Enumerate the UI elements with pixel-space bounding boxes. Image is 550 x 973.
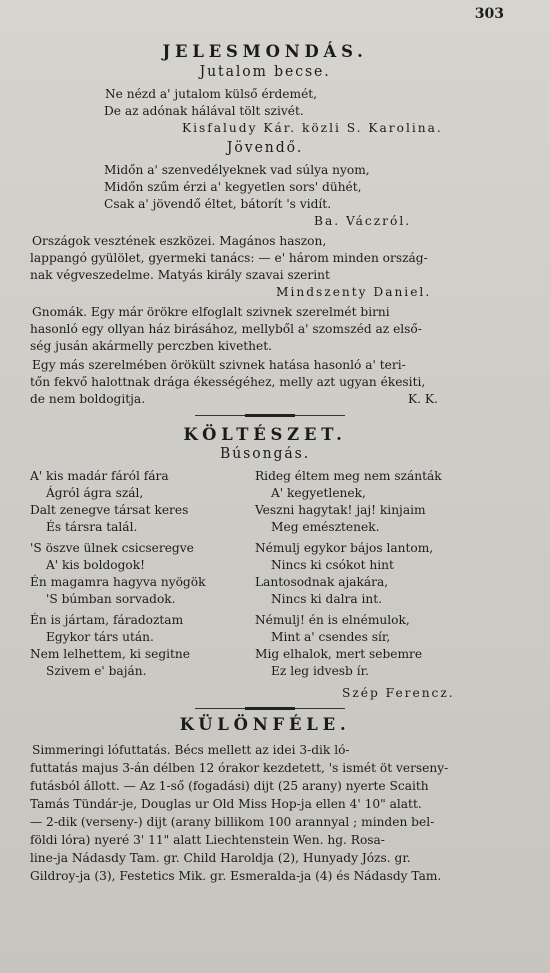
paragraph-line: lappangó gyülölet, gyermeki tanács: — e' három minden ország-	[30, 251, 428, 265]
paragraph-line: Tamás Tündár-je, Douglas ur Old Miss Hop-ja ellen 4' 10" alatt.	[30, 797, 422, 811]
poem-line: Némulj egykor bájos lantom,	[255, 541, 434, 555]
paragraph-line: Simmeringi lófuttatás. Bécs mellett az idei 3-dik ló-	[32, 743, 350, 757]
verse-line: Csak a' jövendő éltet, bátorít 's vidít.	[104, 197, 332, 211]
poem-line: Meg emésztenek.	[271, 520, 380, 534]
verse-line: Midőn a' szenvedélyeknek vad súlya nyom,	[104, 163, 370, 177]
paragraph-line: futásból állott. — Az 1-ső (fogadási) dijt (25 arany) nyerte Scaith	[30, 779, 429, 793]
paragraph-line: Országok vesztének eszközei. Magános haszon,	[32, 234, 327, 248]
poem-line: A' kis madár fáról fára	[30, 469, 169, 483]
poem-line: Nincs ki csókot hint	[271, 558, 394, 572]
verse-line: Midőn szűm érzi a' kegyetlen sors' dühét,	[104, 180, 362, 194]
verse-line: De az adónak hálával tölt szivét.	[104, 104, 304, 118]
poem-line: Veszni hagytak! jaj! kinjaim	[255, 503, 426, 517]
signature: Kisfaludy Kár. közli S. Karolina.	[182, 121, 443, 135]
paragraph-line: Gildroy-ja (3), Festetics Mik. gr. Esmeralda-ja (4) és Nádasdy Tam.	[30, 869, 442, 883]
paragraph-line: de nem boldogitja.	[30, 392, 146, 406]
poem-line: Mig elhalok, mert sebemre	[255, 647, 423, 661]
poem-line: Lantosodnak ajakára,	[255, 575, 389, 589]
poem-line: Rideg éltem meg nem szánták	[255, 469, 442, 483]
signature: K. K.	[408, 392, 438, 406]
poem-line: Nincs ki dalra int.	[271, 592, 382, 606]
poem-title: Búsongás.	[220, 446, 311, 462]
poem-line: 'S búmban sorvadok.	[46, 592, 176, 606]
paragraph-line: nak végveszedelme. Matyás király szavai szerint	[30, 268, 330, 282]
poem-line: Némulj! én is elnémulok,	[255, 613, 410, 627]
poem-line: Szivem e' baján.	[46, 664, 147, 678]
paragraph-line: line-ja Nádasdy Tam. gr. Child Haroldja (2), Hunyady Józs. gr.	[30, 851, 411, 865]
section-heading-kolteszet: KÖLTÉSZET.	[183, 425, 347, 445]
poem-line: Egykor társ után.	[46, 630, 154, 644]
poem-line: Mint a' csendes sír,	[271, 630, 391, 644]
poem-line: Én magamra hagyva nyögök	[30, 575, 206, 589]
paragraph-line: ség jusán akármelly perczben kivethet.	[30, 339, 273, 353]
poem-line: Én is jártam, fáradoztam	[30, 613, 184, 627]
signature: Mindszenty Daniel.	[276, 285, 432, 299]
paragraph-line: tőn fekvő halottnak drága ékességéhez, melly azt ugyan ékesiti,	[30, 375, 426, 389]
signature: Ba. Váczról.	[314, 214, 412, 228]
signature: Szép Ferencz.	[342, 686, 455, 700]
paragraph-line: földi lóra) nyeré 3' 11" alatt Liechtenstein Wen. hg. Rosa-	[30, 833, 385, 847]
divider	[195, 415, 345, 416]
paragraph-line: — 2-dik (verseny-) dijt (arany billikom 100 arannyal ; minden bel-	[30, 815, 435, 829]
poem-line: A' kegyetlenek,	[271, 486, 366, 500]
paragraph-line: hasonló egy ollyan ház birásához, mellyből a' szomszéd az első-	[30, 322, 422, 336]
paragraph-line: Gnomák. Egy már örökre elfoglalt szivnek szerelmét birni	[32, 305, 390, 319]
poem-line: 'S öszve ülnek csicseregve	[30, 541, 194, 555]
poem-line: Ez leg idvesb ír.	[271, 664, 369, 678]
title-jovendo: Jövendő.	[226, 140, 304, 156]
divider	[195, 708, 345, 709]
section-heading-kulonfele: KÜLÖNFÉLE.	[179, 715, 351, 735]
poem-line: Nem lelhettem, ki segitne	[30, 647, 190, 661]
poem-line: Ágról ágra szál,	[46, 486, 144, 500]
paragraph-line: futtatás majus 3-án délben 12 órakor kezdetett, 's ismét öt verseny-	[30, 761, 449, 775]
section-heading-jelesmondas: JELESMONDÁS.	[162, 42, 368, 62]
verse-line: Ne nézd a' jutalom külső érdemét,	[105, 87, 318, 101]
paragraph-line: Egy más szerelmében örökült szivnek hatása hasonló a' teri-	[32, 358, 406, 372]
title-jutalom-becse: Jutalom becse.	[199, 64, 331, 80]
page-number: 303	[474, 6, 504, 22]
poem-line: És társra talál.	[46, 520, 138, 534]
poem-line: A' kis boldogok!	[46, 558, 146, 572]
poem-line: Dalt zenegve társat keres	[30, 503, 189, 517]
